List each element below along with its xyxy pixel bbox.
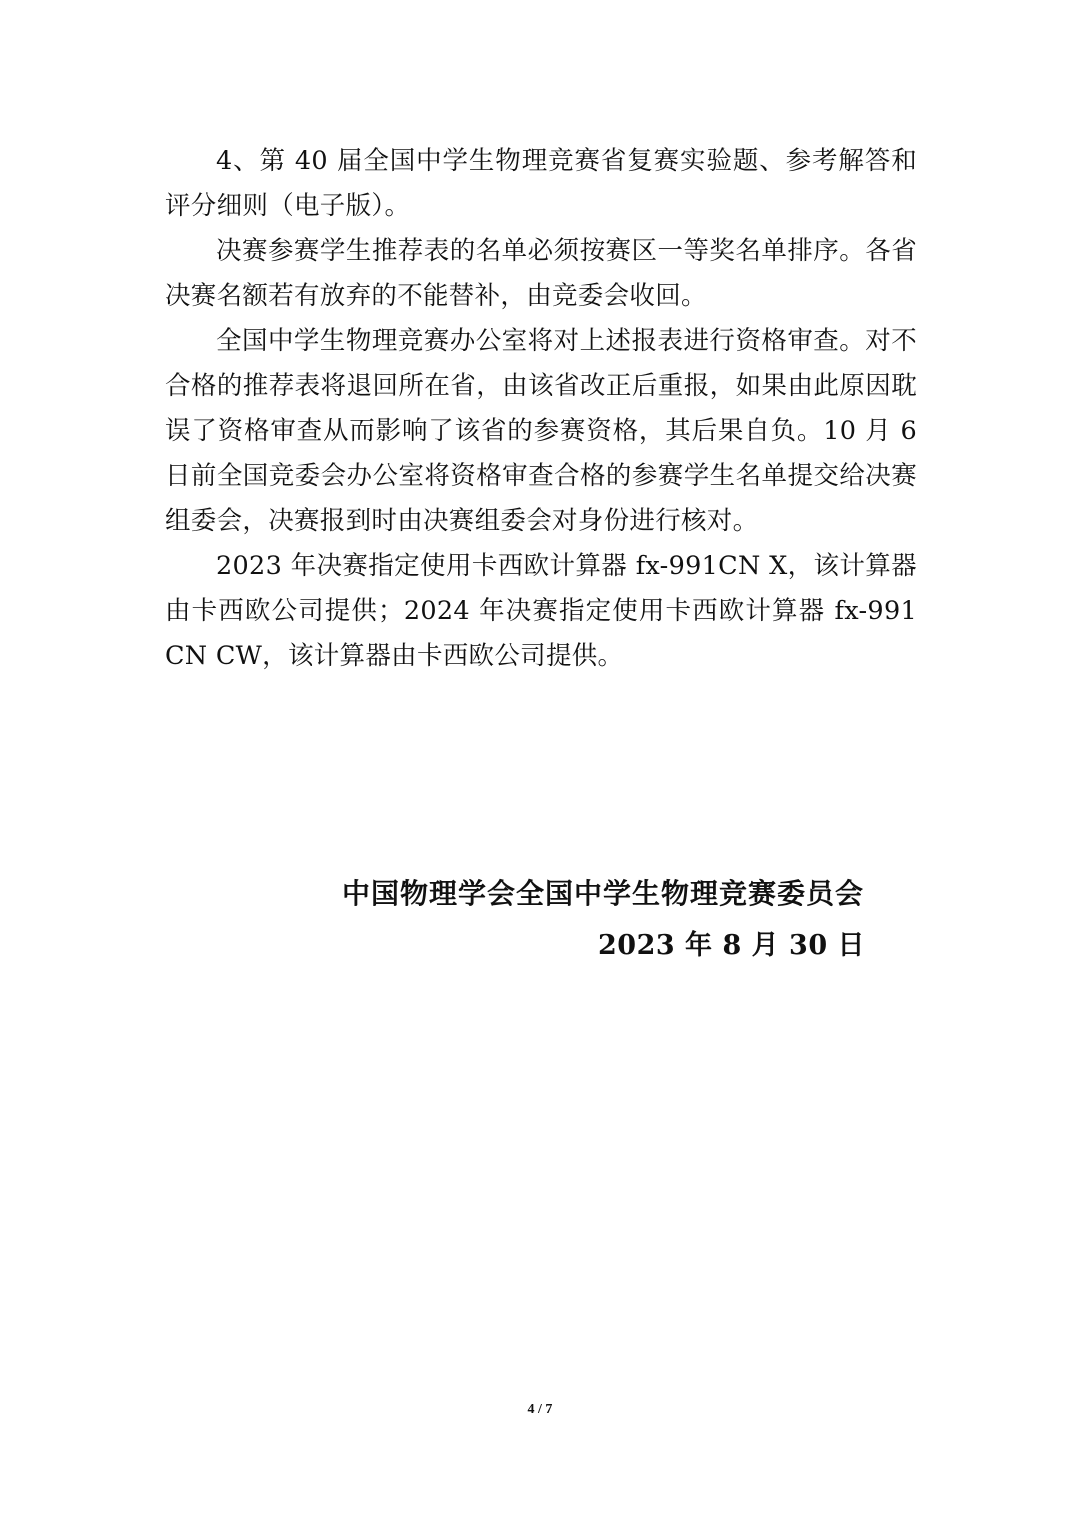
document-body <box>165 139 917 679</box>
page-number: 4 / 7 <box>527 1402 553 1417</box>
paragraph-calculator-rule: 2023 年决赛指定使用卡西欧计算器 fx-991CN X，该计算器由卡西欧公司提供；2024 年决赛指定使用卡西欧计算器 fx-991CN CW，该计算器由卡西欧公司提供。 <box>165 551 917 671</box>
paragraph-qualification-review: 全国中学生物理竞赛办公室将对上述报表进行资格审查。对不合格的推荐表将退回所在省，由该省改正后重报，如果由此原因耽误了资格审查从而影响了该省的参赛资格，其后果自负。10 月 6 日前全国竞委会办公室将资格审查合格的参赛学生名单提交给决赛组委会，决赛报到时由决赛组委会对身份进行核对。 <box>165 326 917 536</box>
paragraph-ranking-rule: 决赛参赛学生推荐表的名单必须按赛区一等奖名单排序。各省决赛名额若有放弃的不能替补，由竞委会收回。 <box>165 236 917 311</box>
signature-date: 2023 年 8 月 30 日 <box>598 930 866 961</box>
signature-organization: 中国物理学会全国中学生物理竞赛委员会 <box>342 877 865 910</box>
paragraph-attachment-4: 4、第 40 届全国中学生物理竞赛省复赛实验题、参考解答和评分细则（电子版）。 <box>165 146 917 221</box>
